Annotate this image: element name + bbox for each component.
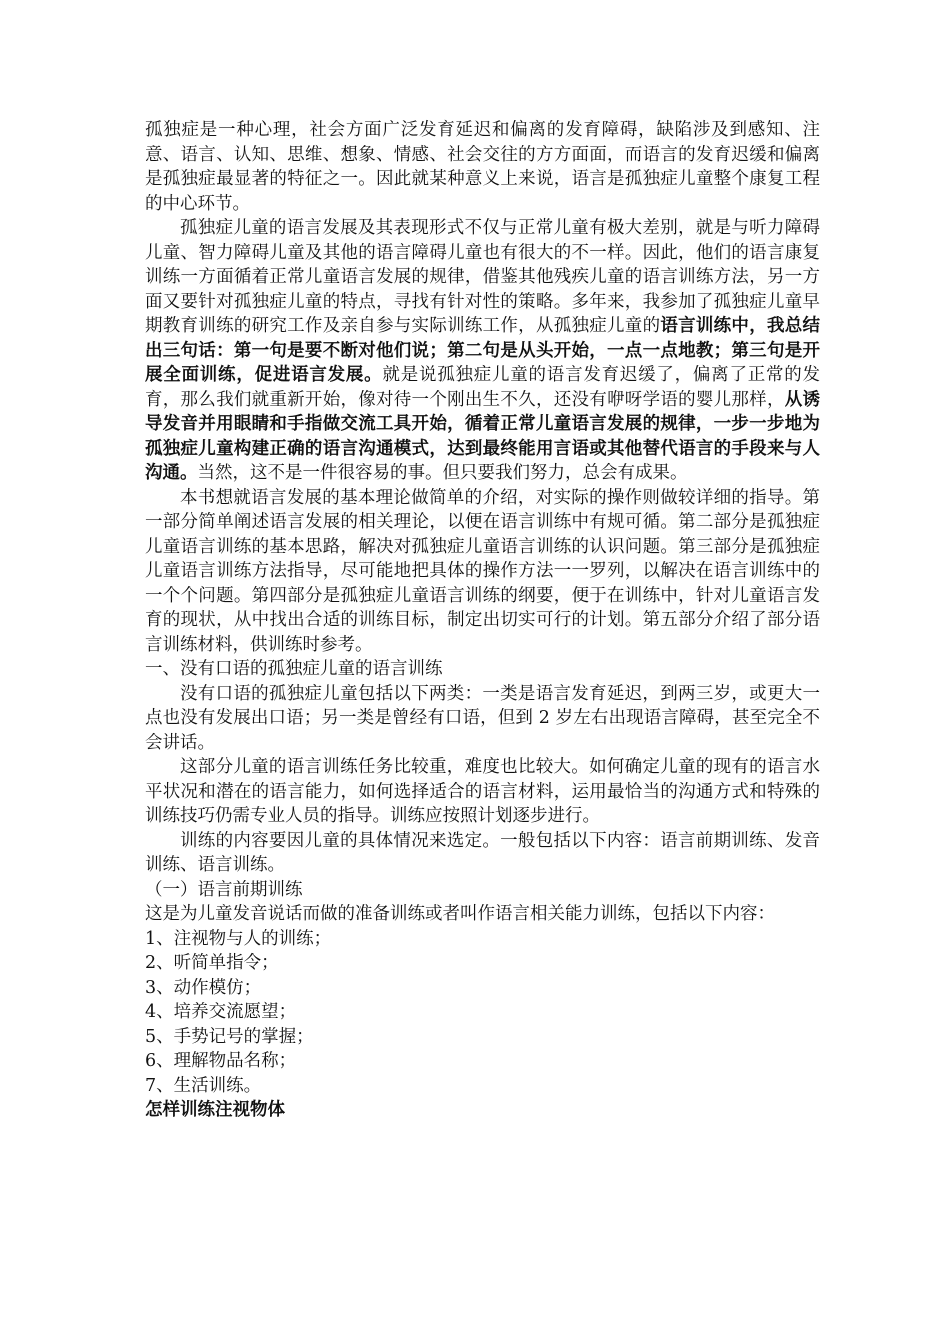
list-item: 7、生活训练。: [145, 1075, 262, 1096]
paragraph-language-development: [145, 216, 820, 486]
section-heading: 一、没有口语的孤独症儿童的语言训练: [145, 659, 443, 679]
paragraph-text: 就是说孤独症儿童的语言发育迟缓了，偏离了正常的发育，那么我们就重新开始，像对待一个刚出生不久，还没有咿呀学语的婴儿那样，: [145, 365, 821, 410]
list-item: 3、动作模仿；: [145, 977, 262, 998]
bold-method-summary: 从诱导发音并用眼睛和手指做交流工具开始，循着正常儿童语言发展的规律，一步一步地为孤独症儿童构建正确的语言沟通模式，达到最终能用言语或其他替代语言的手段来与人沟通。: [145, 389, 821, 483]
paragraph-text: 当然，这不是一件很容易的事。但只要我们努力，总会有成果。: [197, 463, 688, 483]
paragraph-book-overview: 本书想就语言发展的基本理论做简单的介绍，对实际的操作则做较详细的指导。第一部分简单阐述语言发展的相关理论，以便在语言训练中有规可循。第二部分是孤独症儿童语言训练的基本思路，解决对孤独症儿童语言训练的认识问题。第三部分是孤独症儿童语言训练方法指导，尽可能地把具体的操作方法一一罗列，以解决在语言训练中的一个个问题。第四部分是孤独症儿童语言训练的纲要，便于在训练中，针对儿童语言发育的现状，从中找出合适的训练目标，制定出切实可行的计划。第五部分介绍了部分语言训练材料，供训练时参考。: [145, 487, 820, 655]
paragraph-text: 孤独症儿童的语言发展及其表现形式不仅与正常儿童有极大差别，就是与听力障碍儿童、智力障碍儿童及其他的语言障碍儿童也有很大的不一样。因此，他们的语言康复训练一方面循着正常儿童语言发展的规律，借鉴其他残疾儿童的语言训练方法，另一方面又要针对孤独症儿童的特点，寻找有针对性的策略。多年来，我参加了孤独症儿童早期教育训练的研究工作及亲自参与实际训练工作，从孤独症儿童的: [145, 218, 820, 336]
paragraph-training-difficulty: 这部分儿童的语言训练任务比较重，难度也比较大。如何确定儿童的现有的语言水平状况和潜在的语言能力，如何选择适合的语言材料，运用最恰当的沟通方式和特殊的训练技巧仍需专业人员的指导。训练应按照计划逐步进行。: [145, 757, 820, 826]
list-item: 4、培养交流愿望；: [145, 1002, 297, 1022]
list-item: 6、理解物品名称；: [145, 1051, 297, 1071]
list-item: 1、注视物与人的训练；: [145, 928, 332, 949]
list-item: 5、手势记号的掌握；: [145, 1026, 314, 1047]
bold-three-sentences: 语言训练中，我总结出三句话：第一句是要不断对他们说；第二句是从头开始，一点一点地教；第三句是开展全面训练，促进语言发展。: [145, 316, 821, 385]
paragraph-two-types: 没有口语的孤独症儿童包括以下两类：一类是语言发育延迟，到两三岁，或更大一点也没有发展出口语；另一类是曾经有口语，但到 2 岁左右出现语言障碍，甚至完全不会讲话。: [145, 683, 820, 753]
subsection-heading: （一）语言前期训练: [145, 879, 303, 900]
bold-heading: 怎样训练注视物体: [145, 1100, 285, 1120]
document-page: [145, 118, 820, 1123]
training-list: [145, 927, 820, 1099]
paragraph-intro: 孤独症是一种心理，社会方面广泛发育延迟和偏离的发育障碍，缺陷涉及到感知、注意、语言、认知、思维、想象、情感、社会交往的方方面面，而语言的发育迟缓和偏离是孤独症最显著的特征之一。因此就某种意义上来说，语言是孤独症儿童整个康复工程的中心环节。: [145, 120, 820, 214]
paragraph-preparation: 这是为儿童发音说话而做的准备训练或者叫作语言相关能力训练，包括以下内容：: [145, 904, 775, 924]
list-item: 2、听简单指令；: [145, 953, 279, 973]
paragraph-training-content: 训练的内容要因儿童的具体情况来选定。一般包括以下内容：语言前期训练、发音训练、语言训练。: [145, 830, 820, 875]
